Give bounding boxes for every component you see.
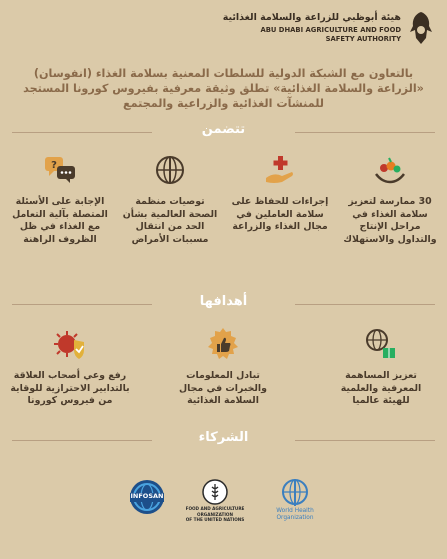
thumbs-up-icon: [205, 326, 241, 362]
falcon-emblem-icon: [407, 10, 435, 48]
org-name-ar: هيئة أبوظبي للزراعة والسلامة الغذائية: [222, 12, 401, 23]
fao-logo: [180, 478, 250, 523]
fao-name-line2: ORGANIZATION: [197, 511, 233, 517]
goals-item-3-label: رفع وعي أصحاب العلاقة بالتدابير الاحترازية للوقاية من فيروس كورونا: [10, 370, 130, 406]
virus-shield-icon: [52, 326, 88, 362]
goals-item-2-label: تبادل المعلومات والخبرات في مجال السلامة الغذائية: [179, 370, 267, 406]
goals-item-1-label: تعزيز المساهمة المعرفية والعلمية للهيئة عالميا: [340, 370, 422, 406]
includes-item-1: [340, 152, 440, 246]
includes-item-1-label: 30 ممارسة لتعزيز سلامة الغذاء في مراحل الإنتاج والتداول والاستهلاك: [343, 196, 437, 245]
who-name-line1: World Health: [276, 508, 314, 514]
goals-item-3: [10, 326, 130, 408]
goals-section-title: [0, 294, 447, 314]
fao-name-line1: FOOD AND AGRICULTURE: [185, 506, 245, 511]
includes-item-2: [230, 152, 330, 234]
org-name-en-line1: ABU DHABI AGRICULTURE AND FOOD: [260, 26, 401, 34]
includes-item-3: [120, 152, 220, 246]
includes-section-title: [0, 122, 447, 142]
goals-item-2: [168, 326, 278, 408]
who-emblem-icon: [277, 478, 313, 508]
includes-title: تتضمن: [201, 122, 246, 137]
adafsa-logo: [222, 8, 435, 52]
intro-text: [12, 66, 435, 111]
who-name-line2: Organization: [276, 515, 314, 521]
who-logo: [270, 478, 320, 522]
org-name-en-line2: SAFETY AUTHORITY: [325, 35, 401, 43]
speech-bubbles-icon: [42, 152, 78, 188]
fao-name: [180, 506, 250, 523]
includes-item-3-label: توصيات منظمة الصحة العالمية بشأن الحد من انتقال مسببات الأمراض: [122, 196, 218, 245]
who-name: [270, 508, 320, 522]
intro-line-1: بالتعاون مع الشبكة الدولية للسلطات المعنية بسلامة الغذاء (انفوسان): [33, 67, 414, 80]
includes-item-2-label: إجراءات للحفاظ على سلامة العاملين في مجال الغذاء والزراعة: [231, 196, 329, 232]
intro-line-3: للمنشآت الغذائية والزراعية والمجتمع: [122, 97, 325, 110]
globe-book-icon: [363, 326, 399, 362]
hand-medical-cross-icon: [262, 152, 298, 188]
infosan-name: INFOSAN: [130, 492, 164, 500]
fao-name-line3: OF THE UNITED NATIONS: [185, 517, 245, 522]
includes-item-4-label: الإجابة على الأسئلة المتصلة بآلية التعامل مع الغذاء في ظل الظروف الراهنة: [12, 196, 108, 245]
intro-line-2: «الزراعة والسلامة الغذائية» تطلق وثيقة معرفية بفيروس كورونا المستجد: [23, 82, 424, 95]
svg-text:?: ?: [51, 160, 57, 171]
org-name-en: [260, 26, 401, 44]
who-emblem-icon: [152, 152, 188, 188]
partners-section-title: [0, 430, 447, 450]
partners-title: الشركاء: [198, 430, 249, 445]
partners-logos: [0, 478, 447, 528]
fao-emblem-icon: [200, 478, 230, 506]
goals-title: أهدافها: [199, 294, 248, 309]
infosan-logo: [128, 478, 168, 516]
includes-item-4: [10, 152, 110, 246]
goals-item-1: [326, 326, 436, 408]
hands-fruit-basket-icon: [372, 152, 408, 188]
